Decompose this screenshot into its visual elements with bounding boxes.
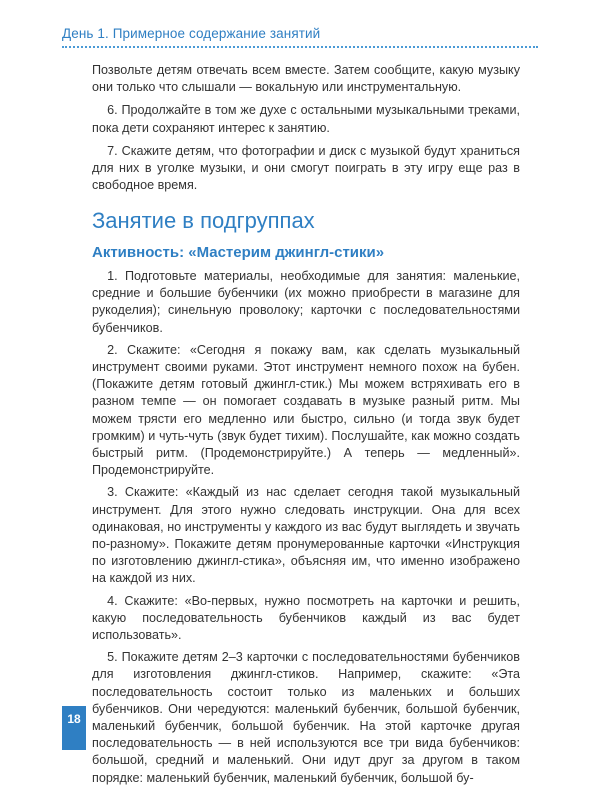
paragraph: 6. Продолжайте в том же духе с остальными музыкальными треками, пока дети сохраняют интерес к занятию. xyxy=(92,103,520,135)
header-divider xyxy=(62,46,538,48)
page-number: 18 xyxy=(67,712,81,726)
paragraph: 1. Подготовьте материалы, необходимые для занятия: маленькие, средние и большие бубенчики (их можно приобрести в магазине для рукоделия); синельную проволоку; карточки с последовательностями бубенчиков. xyxy=(92,269,520,335)
paragraph: 2. Скажите: «Сегодня я покажу вам, как сделать музыкальный инструмент своими руками. Этот инструмент немного похож на бубен. (Покажите детям готовый джингл-стик.) Мы можем встряхивать его в разном темпе — он помогает создавать в музыке разный ритм. Мы можем трясти его медленно или быстро, сильно (и тогда звук будет громким) и чуть-чуть (звук будет тихим). Послушайте, как можно создать быстрый ритм. (Продемонстрируйте.) А теперь — медленный». Продемонстрируйте. xyxy=(92,342,520,478)
main-text xyxy=(92,268,520,787)
paragraph: 3. Скажите: «Каждый из нас сделает сегодня такой музыкальный инструмент. Для этого нужно следовать инструкции. Она для всех одинаковая, но инструменты у каждого из вас будут выглядеть и звучать по-разному». Покажите детям пронумерованные карточки «Инструкция по изготовлению джингл-стика», объясняя им, что именно изображено на каждой из них. xyxy=(92,485,520,586)
paragraph: Позвольте детям отвечать всем вместе. Затем сообщите, какую музыку они только что слышали — вокальную или инструментальную. xyxy=(92,63,520,95)
paragraph: 5. Покажите детям 2–3 карточки с последовательностями бубенчиков для изготовления джингл-стиков. Например, скажите: «Эта последовательность состоит только из маленьких и больших бубенчиков. Они чередуются: маленький бубенчик, большой бубенчик, маленький бубенчик, большой бубенчик. На этой карточке другая последовательность — в ней используются все три вида бубенчиков: большой, средний и маленький. Они идут друг за другом в таком порядке: маленький бубенчик, маленький бубенчик, большой бу- xyxy=(92,650,520,785)
activity-heading: Активность: «Мастерим джингл-стики» xyxy=(92,244,385,261)
section-heading: Занятие в подгруппах xyxy=(92,208,315,233)
running-header: День 1. Примерное содержание занятий xyxy=(62,26,321,41)
intro-text xyxy=(92,62,520,200)
paragraph: 7. Скажите детям, что фотографии и диск с музыкой будут храниться для них в уголке музыки, и они смогут поиграть в эту игру еще раз в свободное время. xyxy=(92,143,520,193)
paragraph: 4. Скажите: «Во-первых, нужно посмотреть на карточки и решить, какую последовательность бубенчиков каждый из вас будет использовать». xyxy=(92,593,520,643)
